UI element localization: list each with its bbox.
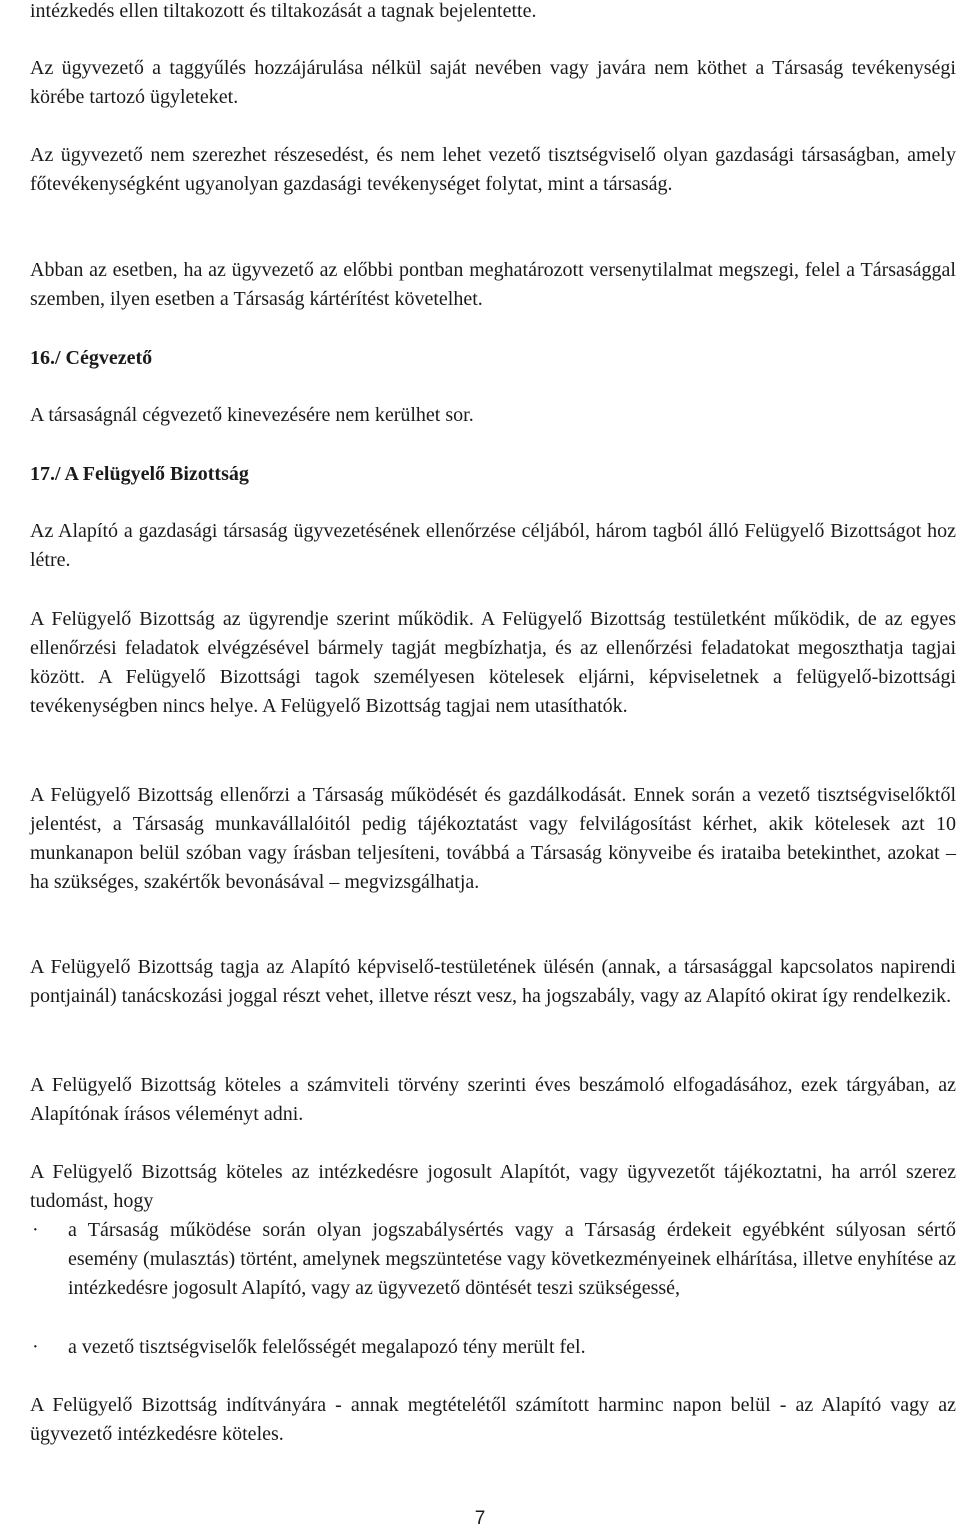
paragraph: Abban az esetben, ha az ügyvezető az előbbi pontban meghatározott versenytilalmat megszegi, felel a Társasággal szemben, ilyen esetben a Társaság kártérítést követelhet. [30,259,956,310]
list-item-text: a Társaság működése során olyan jogszabálysértés vagy a Társaság érdekeit egyébként súlyosan sértő esemény (mulasztás) történt, amelynek megszüntetése vagy következményeinek elhárítása, illetve enyhítése az intézkedésre jogosult Alapító, vagy az ügyvezető döntését teszi szükségessé, [68,1219,956,1299]
bullet-icon: · [32,1219,39,1241]
section-heading: 16./ Cégvezető [30,347,153,369]
paragraph: Az ügyvezető nem szerezhet részesedést, és nem lehet vezető tisztségviselő olyan gazdasági társaságban, amely főtevékenységként ugyanolyan gazdasági tevékenységet folytat, mint a társaság. [30,144,956,195]
paragraph: intézkedés ellen tiltakozott és tiltakozását a tagnak bejelentette. [30,0,537,22]
paragraph: A Felügyelő Bizottság köteles az intézkedésre jogosult Alapítót, vagy ügyvezetőt tájékoztatni, ha arról szerez tudomást, hogy [30,1161,956,1212]
paragraph: Az ügyvezető a taggyűlés hozzájárulása nélkül saját nevében vagy javára nem köthet a Társaság tevékenységi körébe tartozó ügyleteket. [30,57,956,108]
section-heading: 17./ A Felügyelő Bizottság [30,463,249,485]
paragraph: A Felügyelő Bizottság az ügyrendje szerint működik. A Felügyelő Bizottság testületként működik, de az egyes ellenőrzési feladatok elvégzésével bármely tagját megbízhatja, és az ellenőrzési feladatokat megoszthatja tagjai között. A Felügyelő Bizottsági tagok személyesen kötelesek eljárni, képviseletnek a felügyelő-bizottsági tevékenységben nincs helye. A Felügyelő Bizottság tagjai nem utasíthatók. [30,608,956,717]
paragraph: A Felügyelő Bizottság indítványára - annak megtételétől számított harminc napon belül - az Alapító vagy az ügyvezető intézkedésre köteles. [30,1394,956,1445]
paragraph: A Felügyelő Bizottság köteles a számviteli törvény szerinti éves beszámoló elfogadásához, ezek tárgyában, az Alapítónak írásos véleményt adni. [30,1074,956,1125]
bullet-icon: · [32,1336,39,1358]
page-number: 7 [474,1508,486,1529]
list-item-text: a vezető tisztségviselők felelősségét megalapozó tény merült fel. [68,1336,586,1358]
paragraph: Az Alapító a gazdasági társaság ügyvezetésének ellenőrzése céljából, három tagból álló Felügyelő Bizottságot hoz létre. [30,520,956,571]
paragraph: A Felügyelő Bizottság tagja az Alapító képviselő-testületének ülésén (annak, a társasággal kapcsolatos napirendi pontjainál) tanácskozási joggal részt vehet, illetve részt vesz, ha jogszabály, vagy az Alapító okirat így rendelkezik. [30,956,956,1007]
paragraph: A társaságnál cégvezető kinevezésére nem kerülhet sor. [30,404,474,426]
paragraph: A Felügyelő Bizottság ellenőrzi a Társaság működését és gazdálkodását. Ennek során a vezető tisztségviselőktől jelentést, a Társaság munkavállalóitól pedig tájékoztatást vagy felvilágosítást kérhet, akik kötelesek azt 10 munkanapon belül szóban vagy írásban teljesíteni, továbbá a Társaság könyveibe és irataiba betekinthet, azokat – ha szükséges, szakértők bevonásával – megvizsgálhatja. [30,784,956,893]
